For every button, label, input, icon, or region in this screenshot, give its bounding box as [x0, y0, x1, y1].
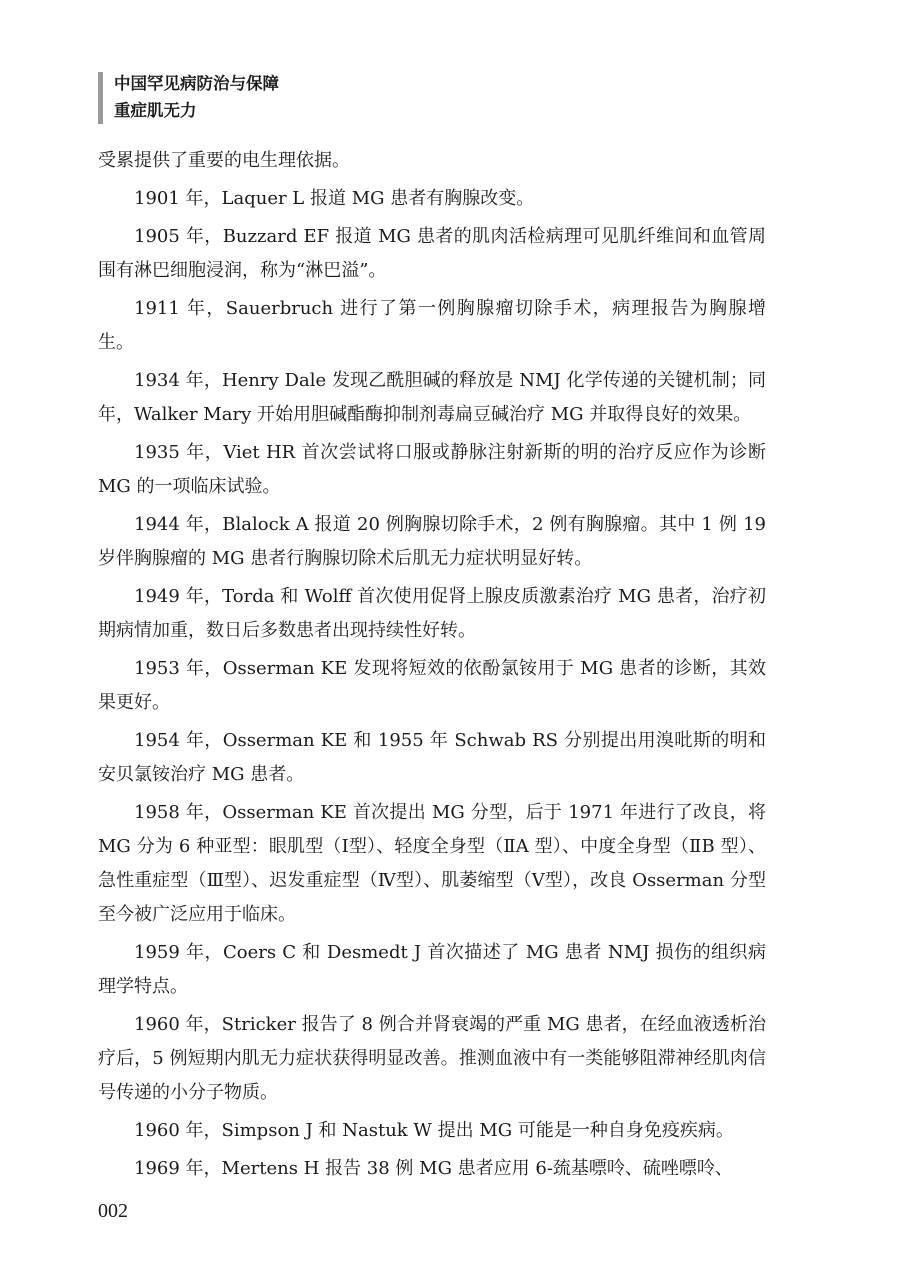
- page-body: [98, 144, 766, 1190]
- paragraph: 1905 年，Buzzard EF 报道 MG 患者的肌肉活检病理可见肌纤维间和血管周围有淋巴细胞浸润，称为“淋巴溢”。: [98, 226, 766, 281]
- paragraph: 1901 年，Laquer L 报道 MG 患者有胸腺改变。: [134, 188, 535, 209]
- paragraph: 1934 年，Henry Dale 发现乙酰胆碱的释放是 NMJ 化学传递的关键机制；同年，Walker Mary 开始用胆碱酯酶抑制剂毒扁豆碱治疗 MG 并取得良好的效果。: [98, 370, 766, 425]
- paragraph: 1949 年，Torda 和 Wolff 首次使用促肾上腺皮质激素治疗 MG 患者，治疗初期病情加重，数日后多数患者出现持续性好转。: [98, 586, 766, 641]
- header-titles: [114, 70, 279, 124]
- paragraph: 1959 年，Coers C 和 Desmedt J 首次描述了 MG 患者 NMJ 损伤的组织病理学特点。: [98, 942, 766, 997]
- paragraph: 1935 年，Viet HR 首次尝试将口服或静脉注射新斯的明的治疗反应作为诊断 MG 的一项临床试验。: [98, 442, 766, 497]
- paragraph: 1911 年，Sauerbruch 进行了第一例胸腺瘤切除手术，病理报告为胸腺增生。: [98, 298, 766, 353]
- paragraph: 1958 年，Osserman KE 首次提出 MG 分型，后于 1971 年进行了改良，将 MG 分为 6 种亚型：眼肌型（Ⅰ型）、轻度全身型（ⅡA 型）、中度全身型（ⅡB 型）、急性重症型（Ⅲ型）、迟发重症型（Ⅳ型）、肌萎缩型（Ⅴ型），改良 Osserman 分型至今被广泛应用于临床。: [98, 802, 766, 925]
- paragraph: 1960 年，Simpson J 和 Nastuk W 提出 MG 可能是一种自身免疫疾病。: [134, 1120, 734, 1141]
- paragraph: 受累提供了重要的电生理依据。: [98, 150, 350, 171]
- running-header: [98, 70, 498, 126]
- paragraph: 1960 年，Stricker 报告了 8 例合并肾衰竭的严重 MG 患者，在经血液透析治疗后，5 例短期内肌无力症状获得明显改善。推测血液中有一类能够阻滞神经肌肉信号传递的小分子物质。: [98, 1014, 766, 1103]
- header-accent-bar: [98, 72, 103, 124]
- paragraph: 1969 年，Mertens H 报告 38 例 MG 患者应用 6-巯基嘌呤、硫唑嘌呤、: [134, 1158, 733, 1179]
- series-title: 中国罕见病防治与保障: [114, 74, 279, 93]
- paragraph: 1953 年，Osserman KE 发现将短效的依酚氯铵用于 MG 患者的诊断，其效果更好。: [98, 658, 766, 713]
- page-number: 002: [98, 1200, 128, 1222]
- paragraph: 1954 年，Osserman KE 和 1955 年 Schwab RS 分别提出用溴吡斯的明和安贝氯铵治疗 MG 患者。: [98, 730, 766, 785]
- book-title: 重症肌无力: [114, 101, 197, 120]
- paragraph: 1944 年，Blalock A 报道 20 例胸腺切除手术，2 例有胸腺瘤。其中 1 例 19 岁伴胸腺瘤的 MG 患者行胸腺切除术后肌无力症状明显好转。: [98, 514, 766, 569]
